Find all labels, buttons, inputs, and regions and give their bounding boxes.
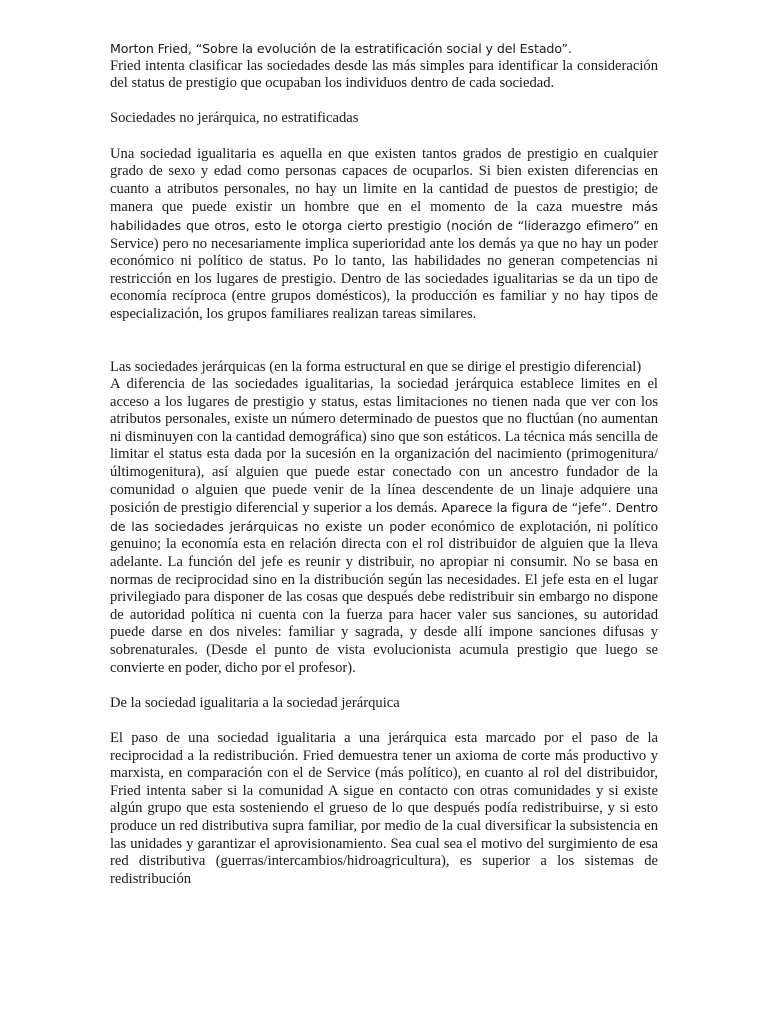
spacer <box>110 324 658 359</box>
section-heading-no-jerarquicas: Sociedades no jerárquica, no estratificadas <box>110 110 359 127</box>
paragraph-text: económico de explotación, ni político genuino; la economía esta en relación directa con el rol distribuidor de alguien que la lleva adelante. La función del jefe es reunir y distribuir, no apropiar ni consumir. No se basa en normas de reciprocidad sino en la distribución según las necesidades. El jefe esta en el lugar privilegiado para disponer de las cosas que después debe redistribuir sin embargo no dispone de autoridad política ni cuenta con la fuerza para hacer valer sus sanciones, su autoridad puede darse en dos niveles: familiar y sagrada, y desde allí impone sanciones difusas y sobrenaturales. (Desde el punto de vista evolucionista acumula prestigio que luego se convierte en poder, dicho por el profesor). <box>110 518 659 676</box>
intro-paragraph: Fried intenta clasificar las sociedades desde las más simples para identificar la consideración del status de prestigio que ocupaban los individuos dentro de cada sociedad. <box>110 57 658 92</box>
paragraph-text: en Service) pero no necesariamente implica superioridad ante los demás ya que no hay un poder económico ni político de status. Po lo tanto, las habilidades no generan competencias ni restricción en los lugares de prestigio. Dentro de las sociedades igualitarias se da un tipo de economía recíproca (entre grupos domésticos), la producción es familiar y no hay tipos de especialización, los grupos familiares realizan tareas similares. <box>110 217 658 322</box>
document-title: Morton Fried, “Sobre la evolución de la estratificación social y del Estado”. <box>110 41 572 56</box>
section-heading-transicion: De la sociedad igualitaria a la sociedad jerárquica <box>110 694 400 711</box>
paragraph-sociedad-jerarquica <box>110 376 658 677</box>
paragraph-text-alt-font: Aparece la figura de “jefe”. Dentro de las sociedades jerárquicas no existe un poder <box>110 500 658 534</box>
spacer <box>110 677 658 695</box>
spacer <box>110 128 658 146</box>
paragraph-text-alt-font: muestre más habilidades que otros, esto le otorga cierto prestigio (noción de “liderazgo efimero” <box>110 199 658 233</box>
spacer <box>110 712 658 730</box>
paragraph-transicion: El paso de una sociedad igualitaria a una jerárquica esta marcado por el paso de la reciprocidad a la redistribución. Fried demuestra tener un axioma de corte más productivo y marxista, en comparación con el de Service (más político), en cuanto al rol del distribuidor, Fried intenta saber si la comunidad A sigue en contacto con otras comunidades y si existe algún grupo que esta sosteniendo el grueso de lo que después podía redistribuirse, y si esto produce un red distributiva supra familiar, por medio de la cual diversificar la subsistencia en las unidades y garantizar el aprovisionamiento. Sea cual sea el motivo del surgimiento de esa red distributiva (guerras/intercambios/hidroagricultura), es superior a los sistemas de redistribución <box>110 729 658 887</box>
document-page <box>110 40 658 888</box>
paragraph-text: A diferencia de las sociedades igualitarias, la sociedad jerárquica establece limites en el acceso a los lugares de prestigio y status, estas limitaciones no tienen nada que ver con los atributos personales, existe un número determinado de puestos que no fluctúan (no aumentan ni disminuyen con la cantidad demográfica) sino que son estáticos. La técnica más sencilla de limitar el status esta dada por la sucesión en la organización del nacimiento (primogenitura/ últimogenitura), así alguien que puede estar conectado con un ancestro fundador de la comunidad o alguien que puede venir de la línea descendente de un linaje adquiere una posición de prestigio diferencial y superior a los demás. <box>110 376 658 517</box>
section-heading-jerarquicas: Las sociedades jerárquicas (en la forma estructural en que se dirige el prestigio diferencial) <box>110 358 642 375</box>
paragraph-text: Una sociedad igualitaria es aquella en que existen tantos grados de prestigio en cualquier grado de sexo y edad como personas capaces de ocuparlos. Si bien existen diferencias en cuanto a atributos personales, no hay un limite en la cantidad de puestos de prestigio; de manera que puede existir un hombre que en el momento de la caza <box>110 145 658 216</box>
spacer <box>110 93 658 111</box>
paragraph-sociedad-igualitaria <box>110 146 658 324</box>
